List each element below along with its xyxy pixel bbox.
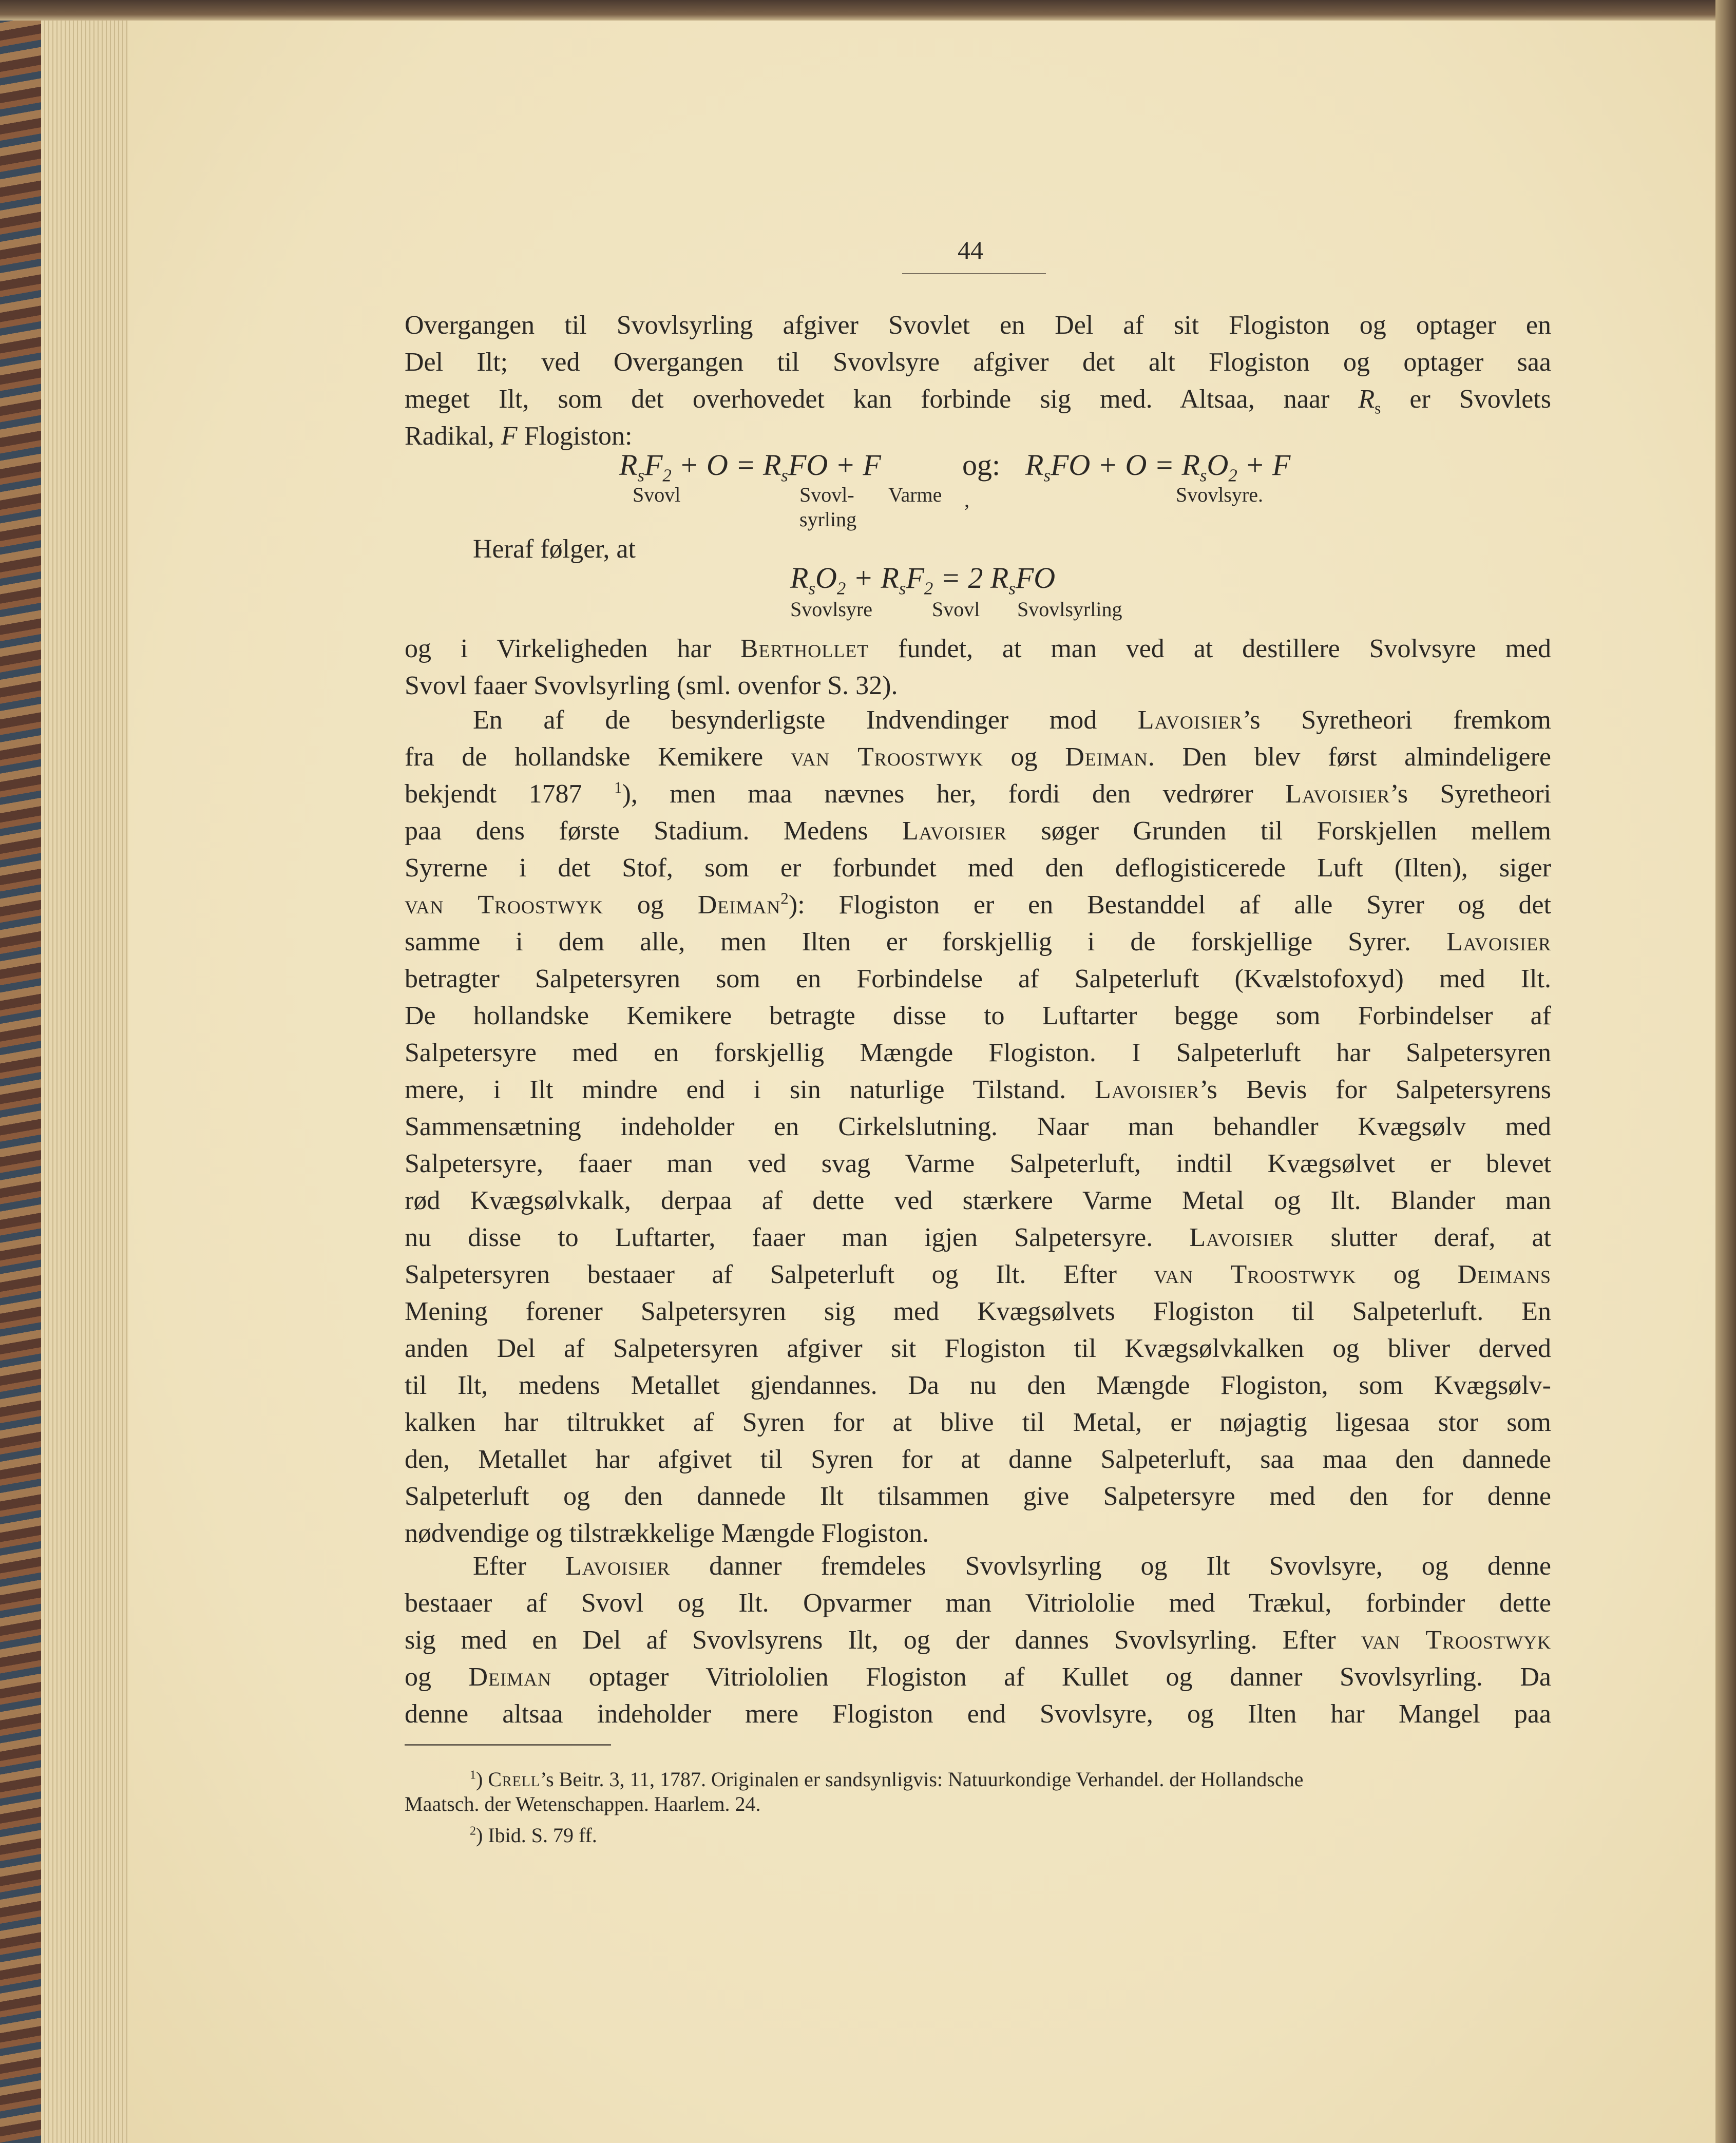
text-run: søger Grunden til Forskjellen mellem bbox=[1007, 816, 1551, 846]
person-name: van Troostwyk bbox=[1154, 1260, 1357, 1289]
text-line bbox=[405, 1145, 1551, 1182]
text-run: ’s Syretheori fremkom bbox=[1242, 705, 1551, 735]
text-run: slutter deraf, at bbox=[1294, 1223, 1552, 1252]
text-line bbox=[405, 776, 1551, 813]
text-line bbox=[405, 702, 1551, 739]
text-run: Salpeterluft og den dannede Ilt tilsammen give Salpetersyre med den for denne bbox=[405, 1482, 1551, 1511]
footnote-2-text: ) Ibid. S. 79 ff. bbox=[476, 1824, 597, 1847]
text-line bbox=[405, 307, 1551, 344]
page-stack-edge bbox=[41, 21, 128, 2143]
text-line bbox=[405, 1035, 1551, 1072]
text-run: Svovl faaer Svovlsyrling (sml. ovenfor S. 32). bbox=[405, 671, 898, 700]
footnote-1-mark: 1 bbox=[470, 1768, 476, 1782]
text-run: F bbox=[501, 422, 518, 451]
label-svovlsyrling-1: Svovl- bbox=[799, 483, 854, 506]
text-line bbox=[405, 961, 1551, 998]
label-svovlsyrling-2: syrling bbox=[799, 508, 857, 531]
text-run: Salpetersyre med en forskjellig Mængde Flogiston. I Salpeterluft har Salpetersyren bbox=[405, 1038, 1551, 1067]
text-line bbox=[405, 1367, 1551, 1404]
formula-1-right: $R_sFO + O = R_sO_2 + F$ bbox=[1025, 448, 1291, 486]
text-run: bestaaer af Svovl og Ilt. Opvarmer man Vitriololie med Trækul, forbinder dette bbox=[405, 1589, 1551, 1618]
text-run: optager Vitriololien Flogiston af Kullet og danner Svovlsyrling. Da bbox=[551, 1662, 1551, 1692]
text-run: betragter Salpetersyren som en Forbindelse af Salpeterluft (Kvælstofoxyd) med Ilt. bbox=[405, 964, 1551, 993]
paragraph-2 bbox=[405, 702, 1551, 1552]
label-svovlsyrling: Svovlsyrling bbox=[1017, 598, 1122, 621]
text-run: fundet, at man ved at destillere Svolvsyre med bbox=[869, 634, 1552, 663]
footnote-rule bbox=[405, 1744, 611, 1746]
text-run: og i Virkeligheden har bbox=[405, 634, 740, 663]
person-name: Deiman bbox=[468, 1662, 552, 1692]
text-run: Del Ilt; ved Overgangen til Svovlsyre afgiver det alt Flogiston og optager saa bbox=[405, 348, 1551, 377]
text-run: denne altsaa indeholder mere Flogiston end Svovlsyre, og Ilten har Mangel paa bbox=[405, 1699, 1551, 1729]
footnote-ref: 1 bbox=[614, 778, 622, 797]
page-number-rule bbox=[902, 273, 1046, 274]
person-name: Lavoisier bbox=[1285, 779, 1390, 809]
text-run: meget Ilt, som det overhovedet kan forbinde sig med. Altsaa, naar bbox=[405, 385, 1359, 414]
text-run: R bbox=[1358, 385, 1375, 414]
text-run: og bbox=[1356, 1260, 1458, 1289]
book-top-edge bbox=[0, 0, 1736, 21]
text-run: ’s Bevis for Salpetersyrens bbox=[1199, 1075, 1551, 1104]
text-run: nødvendige og tilstrækkelige Mængde Flogiston. bbox=[405, 1519, 929, 1548]
text-run: De hollandske Kemikere betragte disse to Luftarter begge som Forbindelser af bbox=[405, 1001, 1551, 1030]
text-run: og bbox=[603, 890, 698, 920]
text-line bbox=[405, 1256, 1551, 1293]
footnote-1: $^1$) Crell’s Beitr. 3, 11, 1787. Originalen er sandsynligvis: Natuurkondige Verhandel. der Hollandsche bbox=[470, 1768, 1304, 1791]
text-run: samme i dem alle, men Ilten er forskjellig i de forskjellige Syrer. bbox=[405, 927, 1446, 956]
text-line bbox=[405, 1696, 1551, 1733]
text-run: danner fremdeles Svovlsyrling og Ilt Svovlsyre, og denne bbox=[670, 1552, 1551, 1581]
text-run: Salpetersyre, faaer man ved svag Varme Salpeterluft, indtil Kvægsølvet er blevet bbox=[405, 1149, 1551, 1178]
text-line bbox=[405, 1548, 1551, 1585]
text-run: Syrerne i det Stof, som er forbundet med den deflogisticerede Luft (Ilten), siger bbox=[405, 853, 1551, 883]
paragraph-3 bbox=[405, 1548, 1551, 1733]
text-run: og bbox=[405, 1662, 469, 1692]
formula-1-left: $R_sF_2 + O = R_sFO + F$ bbox=[619, 448, 881, 486]
text-run: er Svovlets bbox=[1381, 385, 1551, 414]
text-run: ’s Syretheori bbox=[1390, 779, 1551, 809]
paragraph-1-continued bbox=[405, 630, 1551, 704]
text-line bbox=[405, 887, 1551, 924]
text-run: mere, i Ilt mindre end i sin naturlige Tilstand. bbox=[405, 1075, 1095, 1104]
text-run: til Ilt, medens Metallet gjendannes. Da nu den Mængde Flogiston, som Kvægsølv- bbox=[405, 1371, 1551, 1400]
text-line bbox=[405, 1072, 1551, 1108]
text-line bbox=[405, 381, 1551, 418]
text-run: og bbox=[983, 742, 1065, 772]
text-line bbox=[405, 1659, 1551, 1696]
text-line bbox=[405, 667, 1551, 704]
text-run: Overgangen til Svovlsyrling afgiver Svovlet en Del af sit Flogiston og optager en bbox=[405, 311, 1551, 340]
footnote-2 bbox=[470, 1823, 597, 1848]
text-line bbox=[405, 1441, 1551, 1478]
label-comma: , bbox=[964, 488, 969, 511]
person-name: Berthollet bbox=[740, 634, 869, 663]
text-line bbox=[405, 1404, 1551, 1441]
text-line bbox=[405, 924, 1551, 961]
person-name: van Troostwyk bbox=[790, 742, 983, 772]
text-run: En af de besynderligste Indvendinger mod bbox=[473, 705, 1138, 735]
text-run: Sammensætning indeholder en Cirkelslutning. Naar man behandler Kvægsølv med bbox=[405, 1112, 1551, 1141]
text-line bbox=[405, 813, 1551, 850]
person-name: Deiman bbox=[697, 890, 781, 920]
text-run: rød Kvægsølvkalk, derpaa af dette ved stærkere Varme Metal og Ilt. Blander man bbox=[405, 1186, 1551, 1215]
text-run: s bbox=[1375, 399, 1381, 417]
footnote-1-line-2: Maatsch. der Wetenschappen. Haarlem. 24. bbox=[405, 1792, 761, 1815]
text-line bbox=[405, 630, 1551, 667]
person-name: Deimans bbox=[1457, 1260, 1552, 1289]
label-svovl-2: Svovl bbox=[932, 598, 980, 621]
text-run: . Den blev først almindeligere bbox=[1148, 742, 1552, 772]
person-name: Lavoisier bbox=[1137, 705, 1243, 735]
person-name: Deiman bbox=[1065, 742, 1148, 772]
person-name: Lavoisier bbox=[1189, 1223, 1294, 1252]
person-name: van Troostwyk bbox=[405, 890, 604, 920]
text-line bbox=[405, 1622, 1551, 1659]
text-line bbox=[405, 998, 1551, 1035]
text-run: Salpetersyren bestaaer af Salpeterluft og Ilt. Efter bbox=[405, 1260, 1154, 1289]
label-svovlsyre: Svovlsyre. bbox=[1176, 483, 1263, 506]
text-run: den, Metallet har afgivet til Syren for at danne Salpeterluft, saa maa den dannede bbox=[405, 1445, 1551, 1474]
text-run: Flogiston: bbox=[517, 422, 633, 451]
person-name: van Troostwyk bbox=[1361, 1625, 1552, 1655]
text-line bbox=[405, 1330, 1551, 1367]
footnote-1-text: ’s Beitr. 3, 11, 1787. Originalen er sandsynligvis: Natuurkondige Verhandel. der Hollandsche bbox=[540, 1768, 1304, 1791]
text-run: Efter bbox=[473, 1552, 565, 1581]
book-cover-edge bbox=[0, 0, 41, 2143]
text-run: Mening forener Salpetersyren sig med Kvægsølvets Flogiston til Salpeterluft. En bbox=[405, 1297, 1551, 1326]
person-name: Lavoisier bbox=[1095, 1075, 1200, 1104]
text-line bbox=[405, 1108, 1551, 1145]
footnote-ref: 2 bbox=[780, 889, 789, 908]
label-varme: Varme bbox=[888, 483, 942, 506]
formula-1-og: og: bbox=[962, 448, 1001, 482]
formula-2: $R_sO_2 + R_sF_2 = 2$ $R_sFO$ bbox=[790, 561, 1056, 599]
page-number: 44 bbox=[958, 236, 983, 264]
footnote-1-author: Crell bbox=[488, 1768, 540, 1791]
text-run: kalken har tiltrukket af Syren for at blive til Metal, er nøjagtig ligesaa stor som bbox=[405, 1408, 1551, 1437]
text-run: sig med en Del af Svovlsyrens Ilt, og der dannes Svovlsyrling. Efter bbox=[405, 1625, 1361, 1655]
text-run: nu disse to Luftarter, faaer man igjen Salpetersyre. bbox=[405, 1223, 1190, 1252]
text-line bbox=[405, 1219, 1551, 1256]
text-line bbox=[405, 1182, 1551, 1219]
person-name: Lavoisier bbox=[1446, 927, 1551, 956]
text-line bbox=[405, 850, 1551, 887]
text-line bbox=[405, 739, 1551, 776]
text-run: ): Flogiston er en Bestanddel af alle Syrer og det bbox=[788, 890, 1552, 920]
label-svovlsyre-2: Svovlsyre bbox=[790, 598, 872, 621]
text-run: fra de hollandske Kemikere bbox=[405, 742, 791, 772]
text-run: bekjendt 1787 bbox=[405, 779, 614, 809]
book-right-edge bbox=[1715, 0, 1736, 2143]
text-line bbox=[405, 1293, 1551, 1330]
text-run: paa dens første Stadium. Medens bbox=[405, 816, 902, 846]
paragraph-1 bbox=[405, 307, 1551, 455]
text-run: ), men maa nævnes her, fordi den vedrører bbox=[622, 779, 1286, 809]
text-line bbox=[405, 344, 1551, 381]
text-run: anden Del af Salpetersyren afgiver sit Flogiston til Kvægsølvkalken og bliver derved bbox=[405, 1334, 1551, 1363]
person-name: Lavoisier bbox=[902, 816, 1007, 846]
person-name: Lavoisier bbox=[565, 1552, 671, 1581]
label-svovl: Svovl bbox=[633, 483, 681, 506]
footnote-2-mark: 2 bbox=[470, 1824, 476, 1838]
heraf-text: Heraf følger, at bbox=[473, 534, 636, 564]
text-line bbox=[405, 1585, 1551, 1622]
text-line bbox=[405, 1478, 1551, 1515]
text-run: Radikal, bbox=[405, 422, 501, 451]
text-line bbox=[405, 1515, 1551, 1552]
